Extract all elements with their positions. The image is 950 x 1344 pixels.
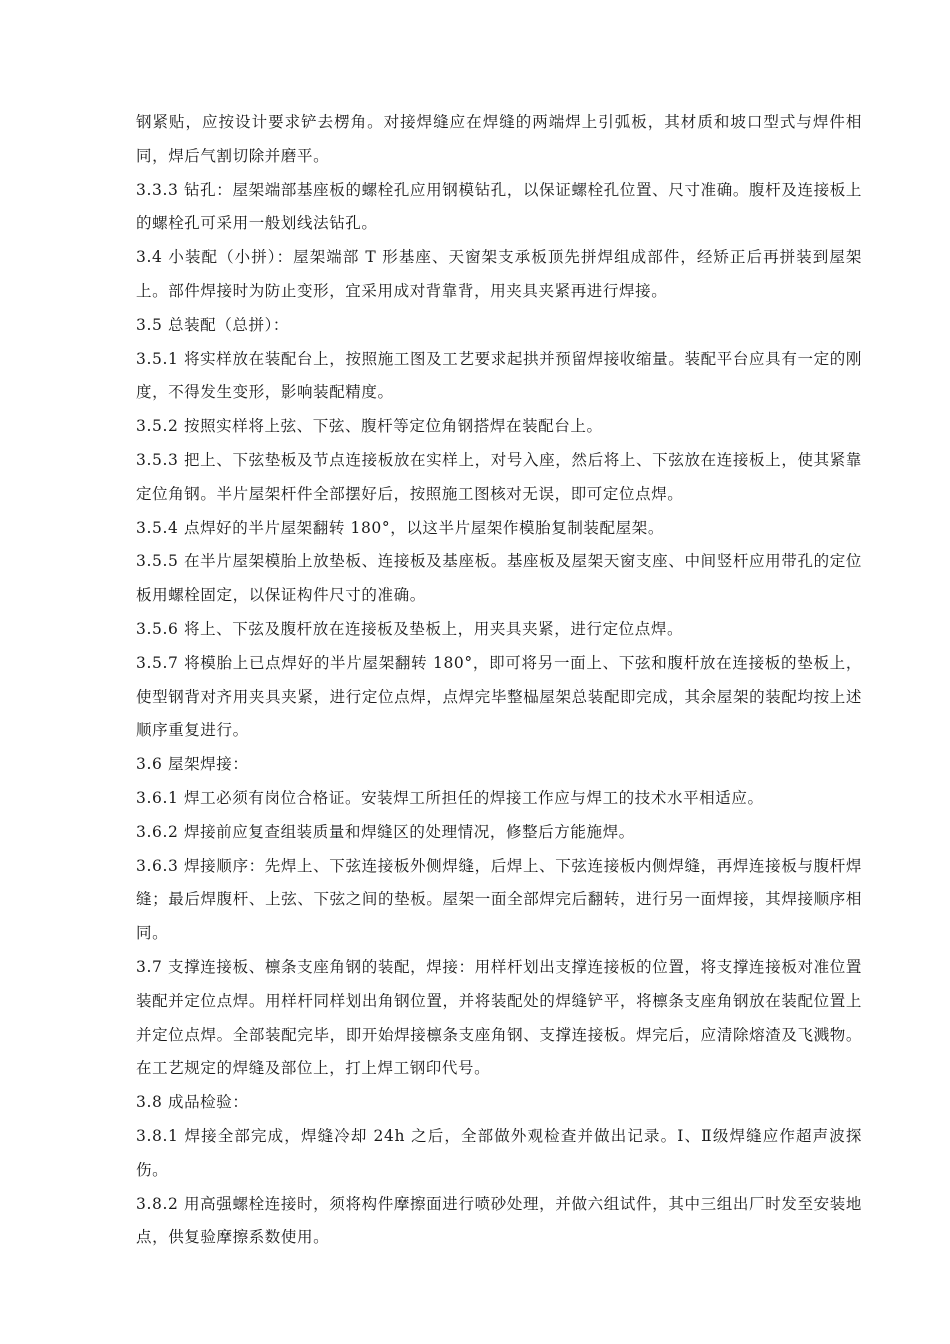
paragraph-3-4: 3.4 小装配（小拼）：屋架端部 T 形基座、天窗架支承板顶先拼焊组成部件，经矫正后再拼装到屋架上。部件焊接时为防止变形，宜采用成对背靠背，用夹具夹紧再进行焊接。 (136, 248, 862, 300)
paragraph-3-7: 3.7 支撑连接板、檩条支座角钢的装配，焊接：用样杆划出支撑连接板的位置，将支撑连接板对准位置装配并定位点焊。用样杆同样划出角钢位置，并将装配处的焊缝铲平，将檩条支座角钢放在装配位置上并定位点焊。全部装配完毕，即开始焊接檩条支座角钢、支撑连接板。焊完后，应清除熔渣及飞溅物。在工艺规定的焊缝及部位上，打上焊工钢印代号。 (136, 957, 862, 1078)
paragraph-3-5-1: 3.5.1 将实样放在装配台上，按照施工图及工艺要求起拱并预留焊接收缩量。装配平台应具有一定的刚度，不得发生变形，影响装配精度。 (136, 349, 862, 402)
document-body (136, 106, 862, 1255)
paragraph-3-5-4: 3.5.4 点焊好的半片屋架翻转 180°，以这半片屋架作模胎复制装配屋架。 (136, 518, 664, 537)
paragraph-3-8-2: 3.8.2 用高强螺栓连接时，须将构件摩擦面进行喷砂处理，并做六组试件，其中三组出厂时发至安装地点，供复验摩擦系数使用。 (136, 1194, 862, 1247)
paragraph-3-3-3: 3.3.3 钻孔：屋架端部基座板的螺栓孔应用钢模钻孔，以保证螺栓孔位置、尺寸准确。腹杆及连接板上的螺栓孔可采用一般划线法钻孔。 (136, 180, 862, 233)
paragraph-continuation: 钢紧贴，应按设计要求铲去楞角。对接焊缝应在焊缝的两端焊上引弧板，其材质和坡口型式与焊件相同，焊后气割切除并磨平。 (136, 113, 862, 165)
paragraph-3-5-2: 3.5.2 按照实样将上弦、下弦、腹杆等定位角钢搭焊在装配台上。 (136, 417, 603, 436)
paragraph-3-6-1: 3.6.1 焊工必须有岗位合格证。安装焊工所担任的焊接工作应与焊工的技术水平相适应。 (136, 788, 764, 807)
paragraph-3-6-3: 3.6.3 焊接顺序：先焊上、下弦连接板外侧焊缝，后焊上、下弦连接板内侧焊缝，再焊连接板与腹杆焊缝；最后焊腹杆、上弦、下弦之间的垫板。屋架一面全部焊完后翻转，进行另一面焊接，其焊接顺序相同。 (136, 856, 862, 943)
heading-3-5: 3.5 总装配（总拼）： (136, 315, 290, 334)
heading-3-8: 3.8 成品检验： (136, 1093, 249, 1112)
paragraph-3-5-3: 3.5.3 把上、下弦垫板及节点连接板放在实样上，对号入座，然后将上、下弦放在连接板上，使其紧靠定位角钢。半片屋架杆件全部摆好后，按照施工图核对无误，即可定位点焊。 (136, 450, 862, 503)
paragraph-3-5-7: 3.5.7 将模胎上已点焊好的半片屋架翻转 180°，即可将另一面上、下弦和腹杆放在连接板的垫板上，使型钢背对齐用夹具夹紧，进行定位点焊，点焊完毕整榀屋架总装配即完成，其余屋架的装配均按上述顺序重复进行。 (136, 653, 862, 740)
paragraph-3-5-6: 3.5.6 将上、下弦及腹杆放在连接板及垫板上，用夹具夹紧，进行定位点焊。 (136, 619, 684, 638)
paragraph-3-8-1: 3.8.1 焊接全部完成，焊缝冷却 24h 之后，全部做外观检查并做出记录。Ⅰ、Ⅱ级焊缝应作超声波探伤。 (136, 1126, 862, 1179)
paragraph-3-6-2: 3.6.2 焊接前应复查组装质量和焊缝区的处理情况，修整后方能施焊。 (136, 822, 635, 841)
paragraph-3-5-5: 3.5.5 在半片屋架模胎上放垫板、连接板及基座板。基座板及屋架天窗支座、中间竖杆应用带孔的定位板用螺栓固定，以保证构件尺寸的准确。 (136, 552, 862, 605)
heading-3-6: 3.6 屋架焊接： (136, 755, 249, 774)
